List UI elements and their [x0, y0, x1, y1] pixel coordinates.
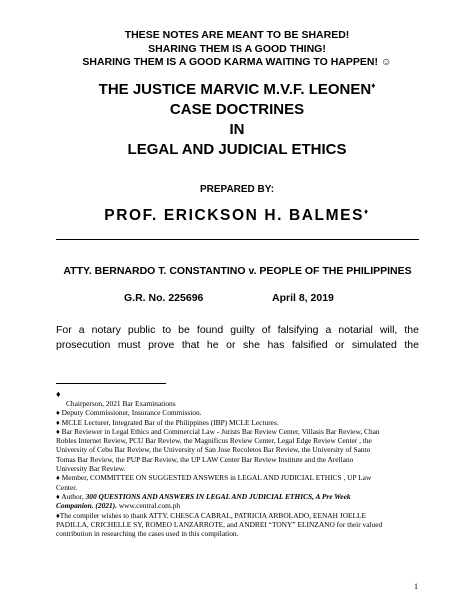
title-line-2: CASE DOCTRINES	[169, 101, 305, 118]
footnote-divider	[56, 383, 166, 384]
page-number: 1	[414, 582, 418, 591]
footnote-6: ♦ Author, 300 QUESTIONS AND ANSWERS IN LEGAL AND JUDICIAL ETHICS, A Pre Week Companion. (2021). www.central.com.ph	[56, 491, 351, 511]
footnote-marker: ♦	[371, 81, 376, 90]
footnote-4: ♦ Bar Reviewer in Legal Ethics and Commercial Law - Jurists Bar Review Center, Villasis Bar Review, Chan Robles Internet Review, PCU Bar Review, the Magnificus Review Center, Legal Edge Review Center , the University of Cebu Bar Review, the University of San Jose Recoletos Bar Review, the University of Santo Tomas Bar Review, the PUP Bar Review, the UP LAW Center Bar Review Institute and the Arellano University Bar Review.	[56, 426, 380, 474]
book-subtitle: Companion. (2021).	[56, 501, 117, 511]
case-date: April 8, 2019	[272, 292, 334, 304]
footnote-7: ♦The compiler wishes to thank ATTY. CHESCA CABRAL, PATRICIA ARBOLADO, EENAH JOELLE PADILLA, CRICHELLE SY, ROMEO LANZARROTE, and ANDREI “TONY” ELINZANO for their valued contribution in researching the cases used in this compilation.	[56, 510, 383, 539]
header-notes	[0, 29, 474, 70]
prepared-by-label: PREPARED BY:	[199, 184, 275, 195]
footnote-2: ♦ Deputy Commissioner, Insurance Commission.	[56, 408, 202, 418]
header-note-line: THESE NOTES ARE MEANT TO BE SHARED!	[124, 29, 350, 41]
body-line: prosecution must prove that he or she has falsified or simulated the	[56, 339, 419, 351]
website-url: www.central.com.ph	[116, 501, 181, 511]
case-gr-number: G.R. No. 225696	[124, 292, 204, 304]
author-name: PROF. ERICKSON H. BALMES♦	[104, 206, 370, 224]
body-paragraph	[56, 323, 419, 353]
footnote-symbol: ♦	[56, 389, 61, 399]
header-note-line: SHARING THEM IS A GOOD THING!	[148, 42, 326, 55]
footnotes	[56, 389, 419, 538]
horizontal-divider	[56, 239, 419, 240]
body-line: For a notary public to be found guilty of falsifying a notarial will, the	[56, 324, 419, 336]
header-note-line: SHARING THEM IS A GOOD KARMA WAITING TO HAPPEN! ☺	[82, 56, 392, 68]
title-line-1: THE JUSTICE MARVIC M.V.F. LEONEN♦	[98, 81, 376, 98]
title-line-4: LEGAL AND JUDICIAL ETHICS	[127, 141, 347, 158]
title-line-3: IN	[229, 121, 245, 138]
footnote-3: ♦ MCLE Lecturer, Integrated Bar of the Philippines (IBP) MCLE Lectures.	[56, 417, 279, 427]
case-title: ATTY. BERNARDO T. CONSTANTINO v. PEOPLE OF THE PHILIPPINES	[63, 265, 412, 277]
document-title	[0, 80, 474, 160]
footnote-5: ♦ Member, COMMITTEE ON SUGGESTED ANSWERS in LEGAL AND JUDICIAL ETHICS , UP Law Center.	[56, 473, 372, 492]
book-title: 300 QUESTIONS AND ANSWERS IN LEGAL AND JUDICIAL ETHICS, A Pre Week	[85, 491, 351, 501]
footnote-1: ♦ Chairperson, 2021 Bar Examinations	[56, 389, 419, 408]
footnote-marker: ♦	[364, 206, 370, 216]
